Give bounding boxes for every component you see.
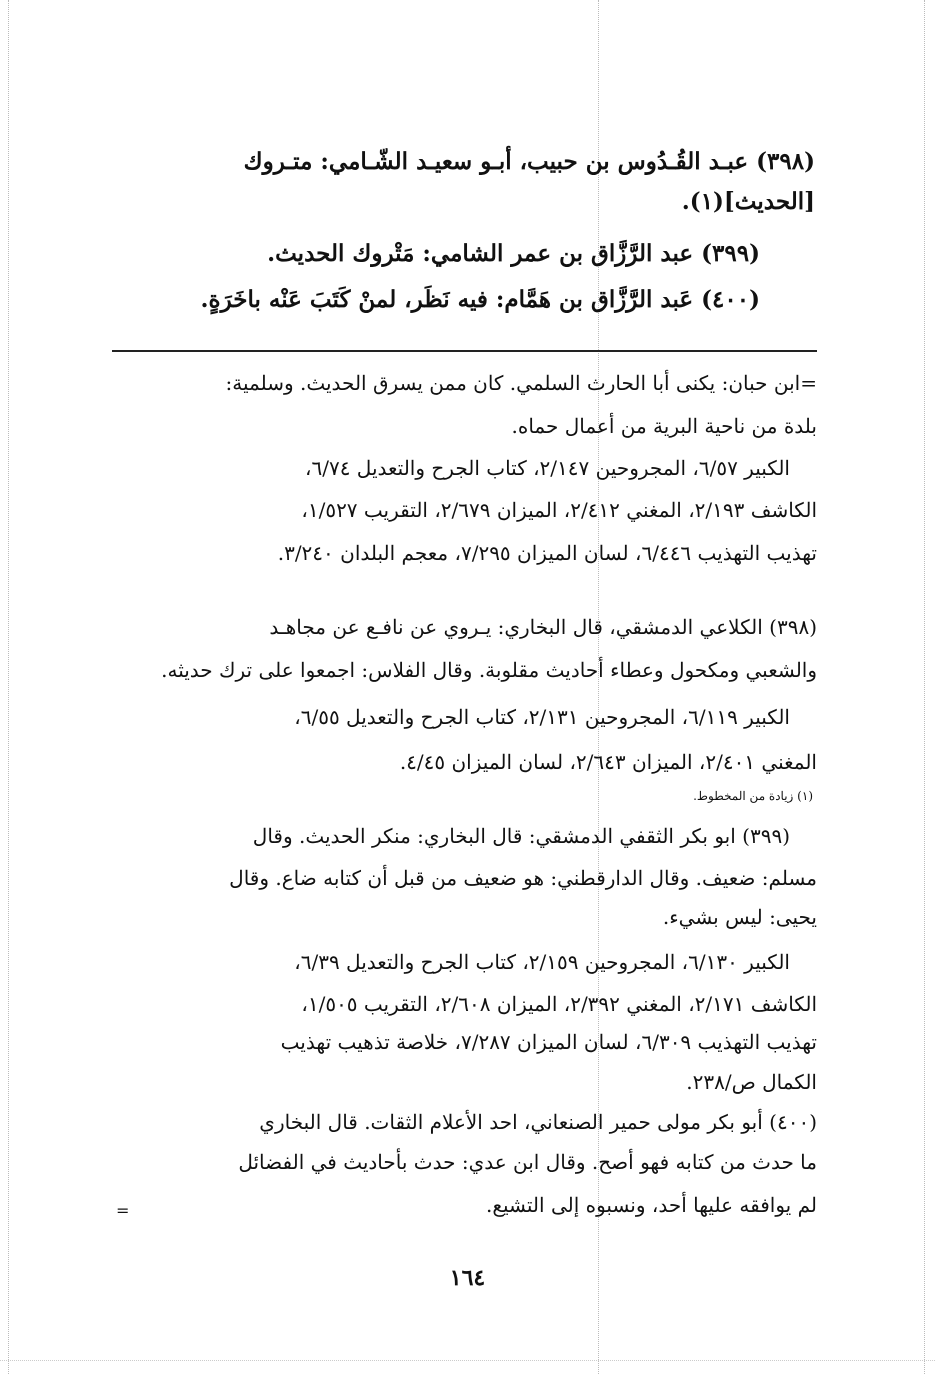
entry-400: (٤٠٠) عَبد الرَّزَّاق بن هَمَّام: فيه نَظَر، لمنْ كَتَبَ عَنْه باخَرَةٍ. <box>200 286 760 313</box>
note-398-refs1: الكبير ٦/١١٩، المجروحين ٢/١٣١، كتاب الجرح والتعديل ٦/٥٥، <box>294 705 790 729</box>
note-399-line1: (٣٩٩) ابو بكر الثقفي الدمشقي: قال البخاري: منكر الحديث. وقال <box>252 824 790 848</box>
note-399-refs2: الكاشف ٢/١٧١، المغني ٢/٣٩٢، الميزان ٢/٦٠٨، التقريب ١/٥٠٥، <box>301 992 817 1016</box>
note-398-refs2: المغني ٢/٤٠١، الميزان ٢/٦٤٣، لسان الميزان ٤/٤٥. <box>399 750 817 774</box>
scan-border-right <box>924 0 925 1374</box>
note-399-refs3: تهذيب التهذيب ٦/٣٠٩، لسان الميزان ٧/٢٨٧، خلاصة تذهيب تهذيب <box>280 1030 817 1054</box>
continuation-mark: = <box>116 1201 130 1220</box>
scan-border-bottom <box>0 1360 935 1361</box>
footnote-1: (١) زيادة من المخطوط. <box>693 789 813 803</box>
page-number: ١٦٤ <box>449 1265 486 1291</box>
note-cont-refs3: تهذيب التهذيب ٦/٤٤٦، لسان الميزان ٧/٢٩٥، معجم البلدان ٣/٢٤٠. <box>277 541 817 565</box>
note-cont-line1: =ابن حبان: يكنى أبا الحارث السلمي. كان ممن يسرق الحديث. وسلمية: <box>225 371 817 395</box>
note-cont-line2: بلدة من ناحية البرية من أعمال حماه. <box>511 414 817 438</box>
note-399-line2: مسلم: ضعيف. وقال الدارقطني: هو ضعيف من قبل أن كتابه ضاع. وقال <box>229 866 817 890</box>
entry-398-line1: (٣٩٨) عبـد القُـدُوس بن حبيب، أبـو سعيـد الشّـامي: متـروك <box>243 148 815 175</box>
note-399-refs1: الكبير ٦/١٣٠، المجروحين ٢/١٥٩، كتاب الجرح والتعديل ٦/٣٩، <box>294 950 790 974</box>
entry-399: (٣٩٩) عبد الرَّزَّاق بن عمر الشامي: مَتْروك الحديث. <box>267 240 760 267</box>
note-400-line1: (٤٠٠) أبو بكر مولى حمير الصنعاني، احد الأعلام الثقات. قال البخاري <box>259 1110 817 1134</box>
entry-398-line2: [الحديث](١). <box>681 188 815 215</box>
note-398-line2: والشعبي ومكحول وعطاء أحاديث مقلوبة. وقال الفلاس: اجمعوا على ترك حديثه. <box>161 658 817 682</box>
note-400-line3: لم يوافقه عليها أحد، ونسبوه إلى التشيع. <box>486 1193 817 1217</box>
note-cont-refs2: الكاشف ٢/١٩٣، المغني ٢/٤١٢، الميزان ٢/٦٧٩، التقريب ١/٥٢٧، <box>301 498 817 522</box>
note-400-line2: ما حدث من كتابه فهو أصح. وقال ابن عدي: حدث بأحاديث في الفضائل <box>238 1150 817 1174</box>
note-cont-refs1: الكبير ٦/٥٧، المجروحين ٢/١٤٧، كتاب الجرح والتعديل ٦/٧٤، <box>305 456 790 480</box>
note-398-line1: (٣٩٨) الكلاعي الدمشقي، قال البخاري: يـروي عن نافـع عن مجاهـد <box>269 615 817 639</box>
scan-border-left <box>8 0 9 1374</box>
note-399-line3: يحيى: ليس بشيء. <box>662 905 817 929</box>
footnote-separator <box>112 350 817 352</box>
note-399-refs4: الكمال ص/٢٣٨. <box>686 1070 817 1094</box>
